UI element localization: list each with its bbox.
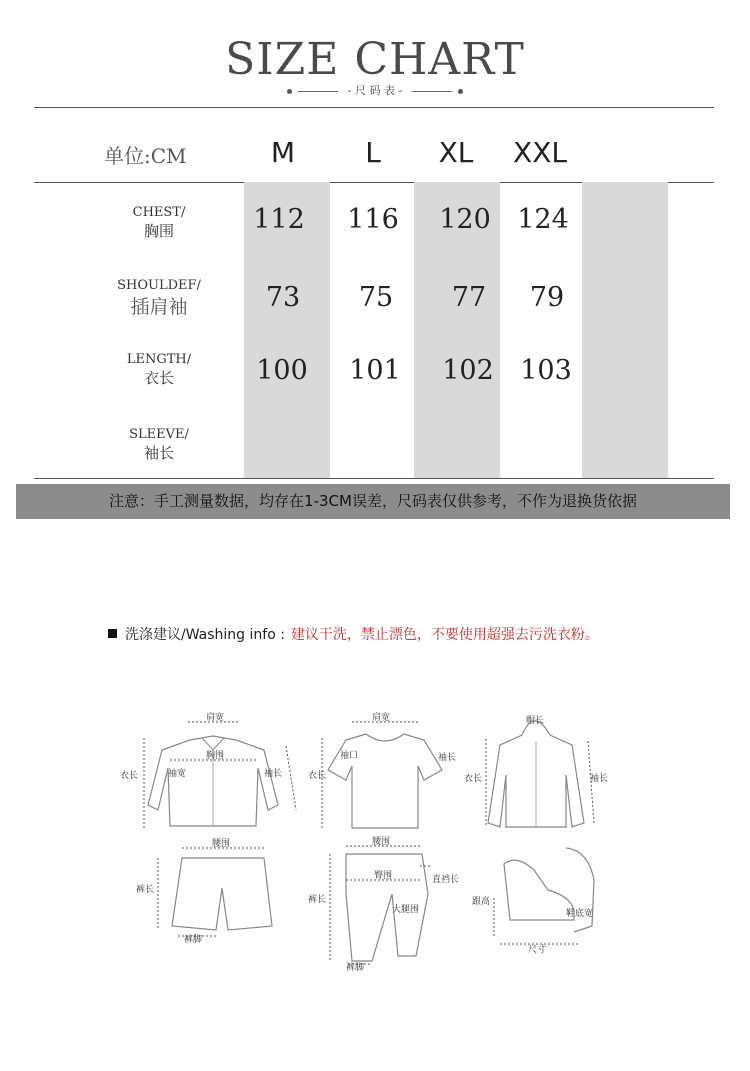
shirt-sleeve-width-label: 袖宽	[168, 769, 187, 779]
subtitle-dot-left	[287, 89, 292, 94]
washing-advice: 建议干洗，禁止漂色，不要使用超强去污洗衣粉。	[290, 627, 599, 643]
page-subtitle	[0, 82, 750, 98]
shoe-sole-width-label: 鞋底宽	[566, 909, 594, 919]
value-shoulder-xl: 77	[451, 282, 487, 313]
pants-waist-label: 腰围	[372, 837, 391, 847]
hoodie-diagram	[462, 705, 622, 839]
value-chest-xl: 120	[439, 204, 491, 235]
row-label-chest	[104, 204, 214, 240]
pants-rise-label: 直裆长	[432, 875, 460, 885]
row-label-cn: 袖长	[143, 444, 174, 462]
row-label-shoulder	[104, 277, 214, 319]
shoe-size-label: 尺寸	[528, 945, 547, 955]
row-label-cn: 衣长	[143, 369, 174, 387]
row-label-en: SLEEVE/	[129, 427, 189, 442]
shoe-heel-label: 跟高	[472, 897, 491, 907]
value-shoulder-l: 75	[358, 282, 394, 313]
pants-hem-label: 裤脚	[346, 963, 365, 973]
size-header-l: L	[365, 136, 381, 169]
value-chest-m: 112	[253, 204, 305, 235]
subtitle-line-right	[412, 91, 452, 92]
row-label-en: SHOULDEF/	[117, 278, 201, 293]
shorts-length-label: 裤长	[136, 885, 155, 895]
table-bottom-divider	[34, 478, 714, 479]
column-shade-extra	[582, 182, 668, 478]
subtitle-text: - 尺 码 表 -	[347, 84, 403, 97]
value-shoulder-m: 73	[265, 282, 301, 313]
subtitle-dot-right	[458, 89, 463, 94]
subtitle-line-left	[298, 91, 338, 92]
page-title: SIZE CHART	[225, 34, 525, 85]
shirt-diagram	[118, 710, 308, 839]
shorts-diagram	[132, 838, 292, 952]
notice-text: 注意：手工测量数据，均存在1-3CM误差，尺码表仅供参考，不作为退换货依据	[109, 492, 637, 510]
value-length-xxl: 103	[520, 355, 572, 386]
shirt-shoulder-label: 肩宽	[206, 713, 225, 723]
washing-label: 洗涤建议/Washing info :	[125, 627, 285, 643]
measurement-notice	[16, 484, 730, 519]
pants-thigh-label: 大腿围	[392, 905, 420, 915]
tshirt-outline-icon	[306, 710, 456, 835]
row-label-en: CHEST/	[132, 205, 186, 220]
row-label-sleeve	[104, 426, 214, 462]
value-shoulder-xxl: 79	[529, 282, 565, 313]
pants-length-label: 裤长	[308, 895, 327, 905]
shorts-waist-label: 腰围	[212, 839, 231, 849]
hoodie-sleeve-length-label: 袖长	[590, 774, 609, 784]
pants-hip-label: 臀围	[374, 871, 393, 881]
row-label-length	[104, 351, 214, 387]
tshirt-sleeve-length-label: 袖长	[438, 753, 457, 763]
value-chest-xxl: 124	[517, 204, 569, 235]
shirt-sleeve-length-label: 袖长	[264, 769, 283, 779]
value-length-l: 101	[349, 355, 401, 386]
value-chest-l: 116	[347, 204, 399, 235]
shirt-outline-icon	[118, 710, 308, 835]
square-bullet-icon	[108, 629, 117, 638]
size-header-m: M	[270, 136, 296, 169]
pants-diagram	[306, 836, 476, 975]
row-label-en: LENGTH/	[126, 352, 192, 367]
size-header-xxl: XXL	[513, 136, 567, 169]
hoodie-outline-icon	[462, 705, 622, 835]
shirt-length-label: 衣长	[120, 771, 139, 781]
header-divider	[34, 107, 714, 108]
value-length-xl: 102	[442, 355, 494, 386]
row-label-cn: 胸围	[143, 222, 174, 240]
value-length-m: 100	[256, 355, 308, 386]
shorts-hem-label: 裤脚	[184, 935, 203, 945]
hoodie-length-label: 衣长	[464, 774, 483, 784]
hoodie-hat-label: 帽长	[526, 716, 545, 726]
tshirt-cuff-label: 袖口	[340, 751, 359, 761]
tshirt-diagram	[306, 710, 456, 839]
shoe-diagram	[470, 840, 620, 959]
washing-info	[108, 624, 599, 644]
tshirt-length-label: 衣长	[308, 771, 327, 781]
shirt-chest-label: 胸围	[206, 751, 225, 761]
shorts-outline-icon	[132, 838, 292, 948]
tshirt-shoulder-label: 肩宽	[372, 713, 391, 723]
row-label-cn: 插肩袖	[130, 296, 188, 318]
unit-label: 单位:CM	[104, 144, 187, 168]
shoe-outline-icon	[470, 840, 620, 955]
pants-outline-icon	[306, 836, 476, 971]
size-header-xl: XL	[438, 136, 474, 169]
